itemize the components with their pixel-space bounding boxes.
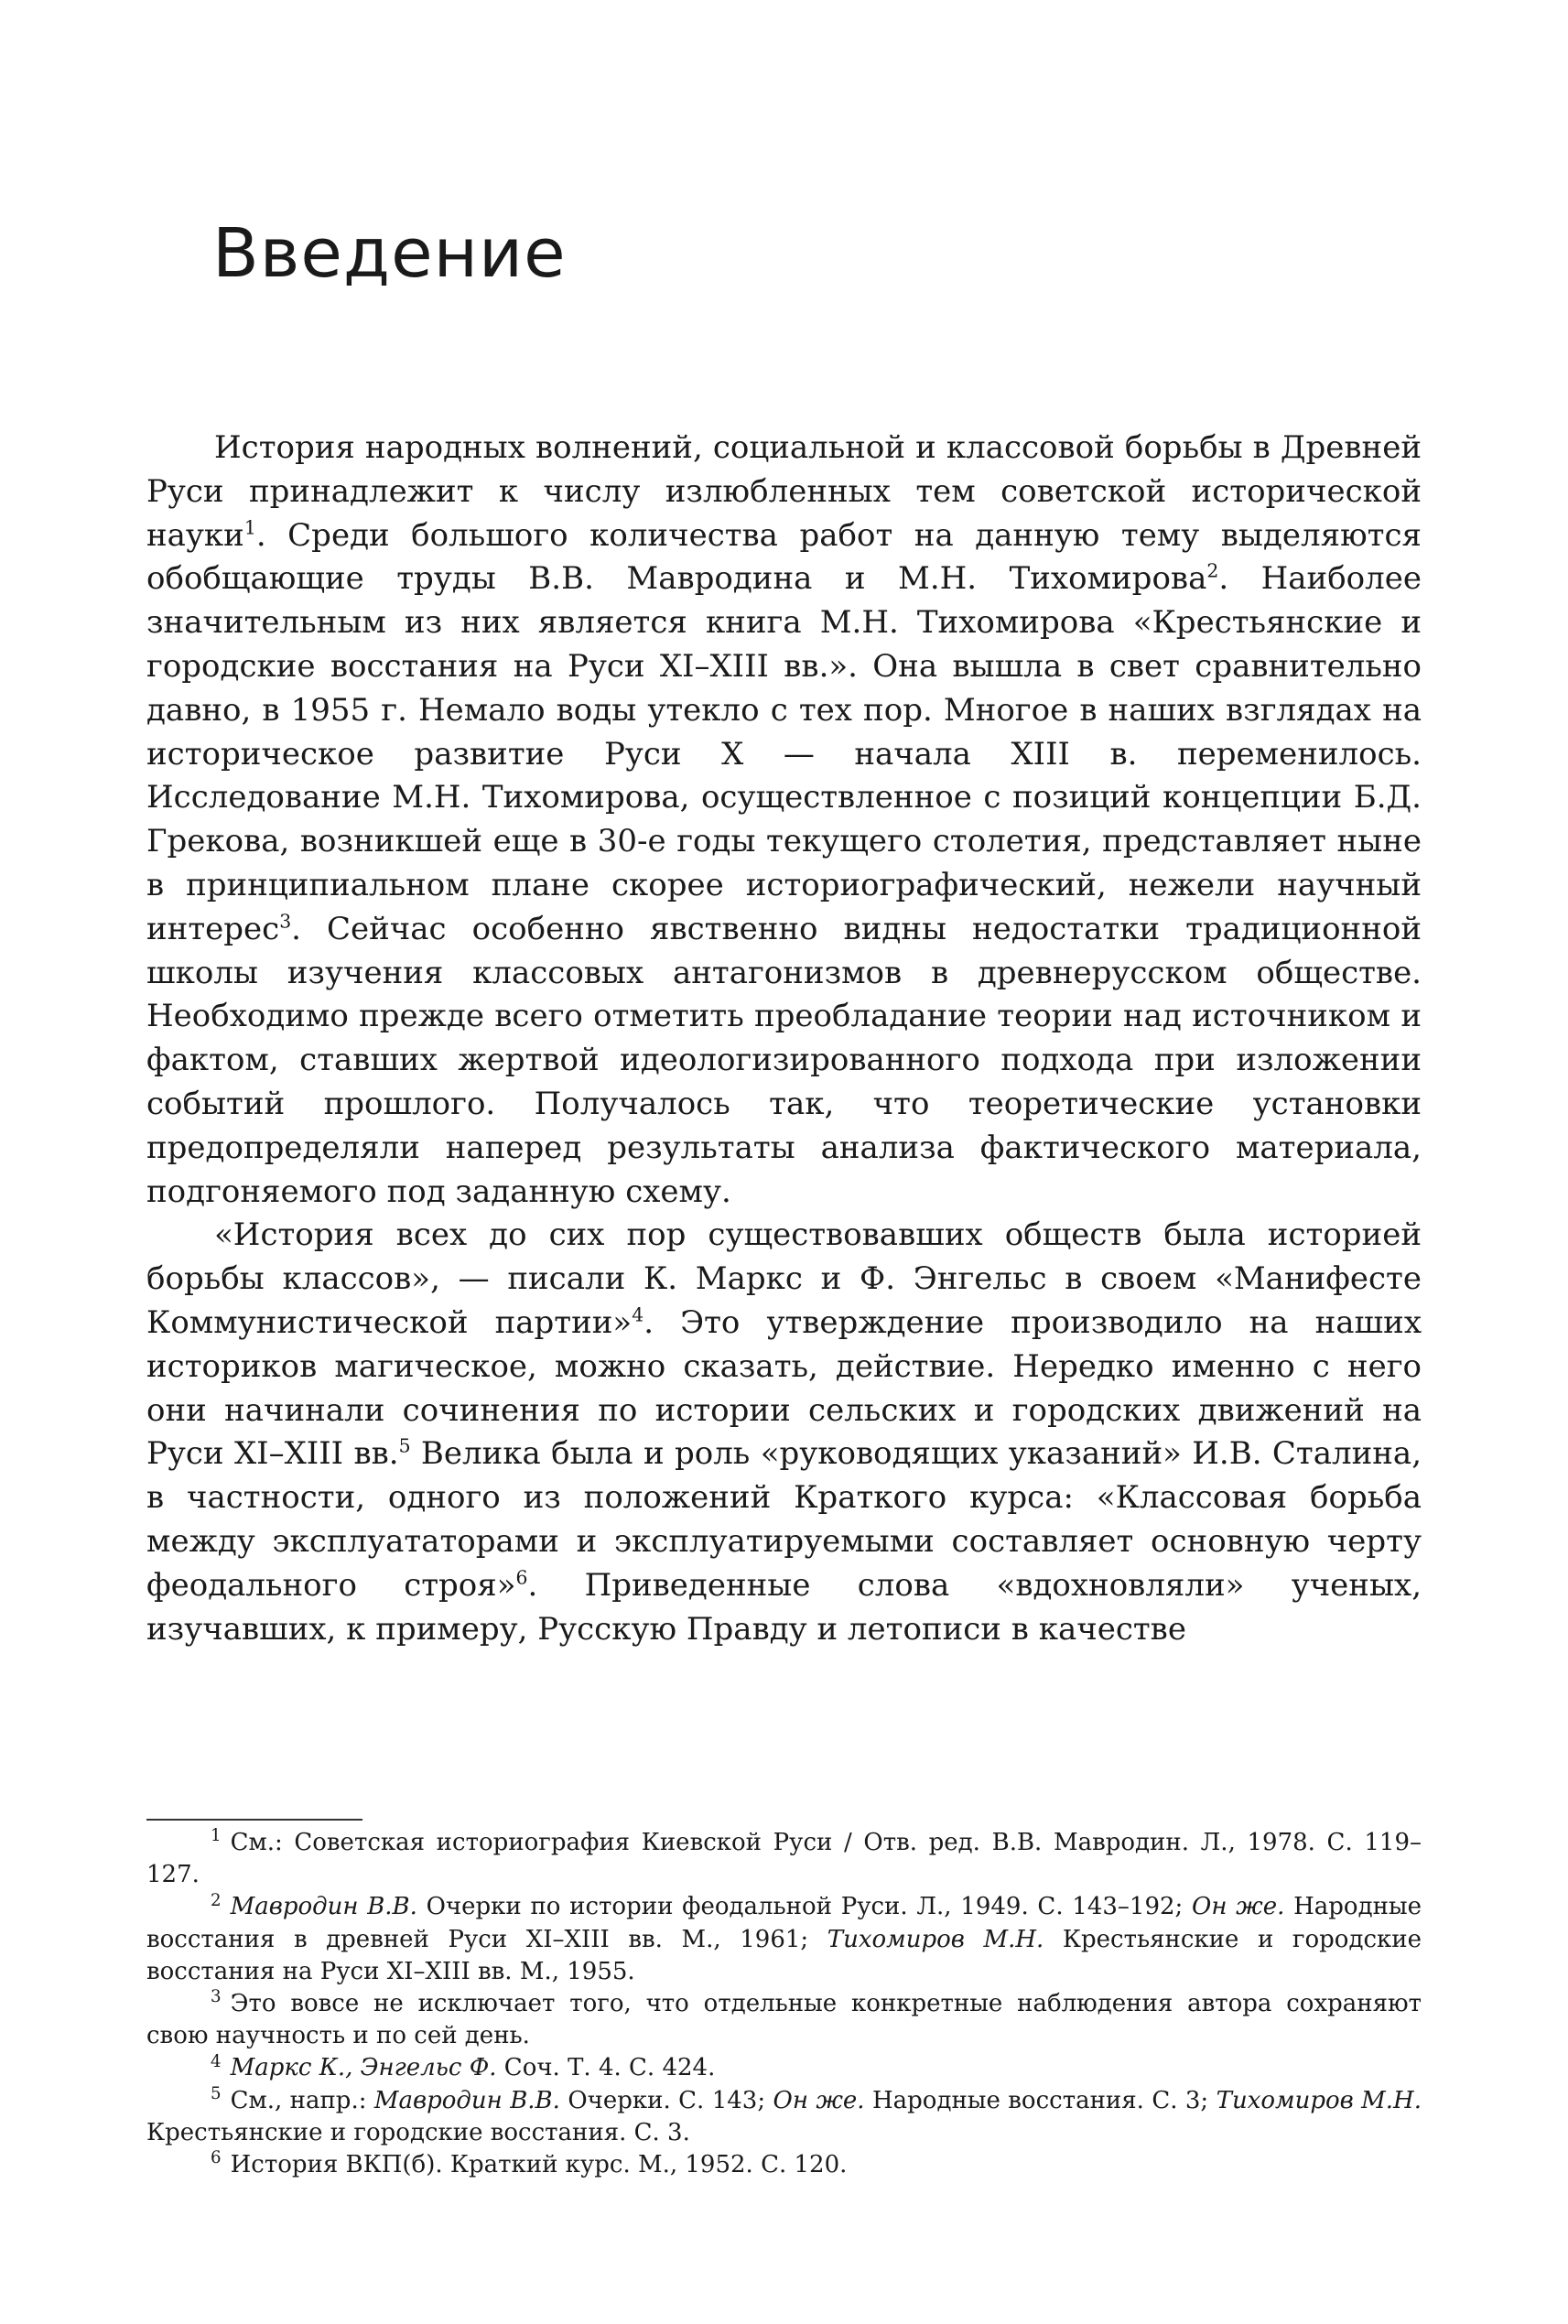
footnote-number: 4 bbox=[211, 2051, 222, 2071]
footnote bbox=[146, 1827, 1422, 1891]
text-run: Очерки. С. 143; bbox=[559, 2086, 773, 2114]
footnote-divider bbox=[146, 1819, 362, 1821]
italic-author: Тихомиров М.Н. bbox=[1216, 2086, 1422, 2114]
footnote bbox=[146, 2085, 1422, 2149]
text-run: Велика была и роль «руководящих указаний» И.В. Сталина, в частности, одного из положений Краткого курса: «Классовая борьба между эксплуататорами и эксплуатируемыми составляет основную черту феодального строя» bbox=[146, 1435, 1422, 1604]
text-run: Народные восстания. С. 3; bbox=[864, 2086, 1217, 2114]
footnote bbox=[146, 1988, 1422, 2052]
main-text bbox=[146, 427, 1422, 1651]
italic-author: Тихомиров М.Н. bbox=[827, 1925, 1044, 1953]
text-run: Соч. Т. 4. С. 424. bbox=[496, 2054, 716, 2082]
text-run: . Среди большого количества работ на данную тему выделяются обобщающие труды В.В. Мавродина и М.Н. Тихомирова bbox=[146, 516, 1422, 598]
text-run: «История всех до сих пор существовавших обществ была историей борьбы классов», — писали К. Маркс и Ф. Энгельс в своем «Манифесте Коммунистической партии» bbox=[146, 1216, 1422, 1341]
footnote-number: 3 bbox=[211, 1987, 222, 2007]
footnote-ref: 2 bbox=[1206, 560, 1219, 583]
footnote-number: 6 bbox=[211, 2148, 222, 2168]
text-run: Это вовсе не исключает того, что отдельные конкретные наблюдения автора сохраняют свою научность и по сей день. bbox=[146, 1990, 1422, 2050]
italic-author: Он же. bbox=[1192, 1893, 1285, 1921]
footnote-number: 2 bbox=[211, 1890, 222, 1910]
text-run: Очерки по истории феодальной Руси. Л., 1949. С. 143–192; bbox=[416, 1893, 1193, 1921]
text-run: . Это утверждение производило на наших историков магическое, можно сказать, действие. Нередко именно с него они начинали сочинения по истории сельских и городских движений на Руси XI–XIII вв. bbox=[146, 1303, 1422, 1473]
paragraph bbox=[146, 427, 1422, 1214]
text-run: История народных волнений, социальной и классовой борьбы в Древней Руси принадлежит к числу излюбленных тем советской исторической науки bbox=[146, 429, 1422, 554]
italic-author: Мавродин В.В. bbox=[373, 2086, 560, 2114]
text-run: См.: Советская историография Киевской Руси / Отв. ред. В.В. Мавродин. Л., 1978. С. 119–127. bbox=[146, 1829, 1422, 1889]
footnotes bbox=[146, 1827, 1422, 2181]
footnote-ref: 3 bbox=[279, 910, 292, 933]
footnote-ref: 5 bbox=[398, 1435, 411, 1457]
italic-author: Он же. bbox=[773, 2086, 865, 2114]
footnote-ref: 6 bbox=[515, 1566, 528, 1589]
chapter-title: Введение bbox=[212, 214, 567, 293]
footnote bbox=[146, 2149, 1422, 2181]
italic-author: Мавродин В.В. bbox=[230, 1893, 417, 1921]
text-run: См., напр.: bbox=[230, 2086, 374, 2114]
footnote-ref: 4 bbox=[632, 1303, 644, 1326]
footnote-ref: 1 bbox=[243, 516, 256, 539]
text-run: Крестьянские и городские восстания на Руси XI–XIII вв. М., 1955. bbox=[146, 1925, 1422, 1985]
text-run: . Приведенные слова «вдохновляли» ученых, изучавших, к примеру, Русскую Правду и летописи в качестве bbox=[146, 1566, 1422, 1648]
text-run: Крестьянские и городские восстания. С. 3. bbox=[146, 2118, 690, 2146]
footnote bbox=[146, 1891, 1422, 1988]
italic-author: Маркс К., Энгельс Ф. bbox=[230, 2054, 497, 2082]
text-run: Народные восстания в древней Руси XI–XIII вв. М., 1961; bbox=[146, 1893, 1422, 1953]
footnote bbox=[146, 2052, 1422, 2084]
text-run: История ВКП(б). Краткий курс. М., 1952. С. 120. bbox=[230, 2151, 848, 2179]
footnote-number: 5 bbox=[211, 2083, 222, 2103]
text-run: . Наиболее значительным из них является книга М.Н. Тихомирова «Крестьянские и городские восстания на Руси XI–XIII вв.». Она вышла в свет сравнительно давно, в 1955 г. Немало воды утекло с тех пор. Многое в наших взглядах на историческое развитие Руси X — начала XIII в. переменилось. Исследование М.Н. Тихомирова, осуществленное с позиций концепции Б.Д. Грекова, возникшей еще в 30-е годы текущего столетия, представляет ныне в принципиальном плане скорее историографический, нежели научный интерес bbox=[146, 560, 1422, 947]
footnote-number: 1 bbox=[211, 1826, 222, 1846]
text-run: . Сейчас особенно явственно видны недостатки традиционной школы изучения классовых антагонизмов в древнерусском обществе. Необходимо прежде всего отметить преобладание теории над источником и фактом, ставших жертвой идеологизированного подхода при изложении событий прошлого. Получалось так, что теоретические установки предопределяли наперед результаты анализа фактического материала, подгоняемого под заданную схему. bbox=[146, 910, 1422, 1210]
paragraph bbox=[146, 1214, 1422, 1651]
